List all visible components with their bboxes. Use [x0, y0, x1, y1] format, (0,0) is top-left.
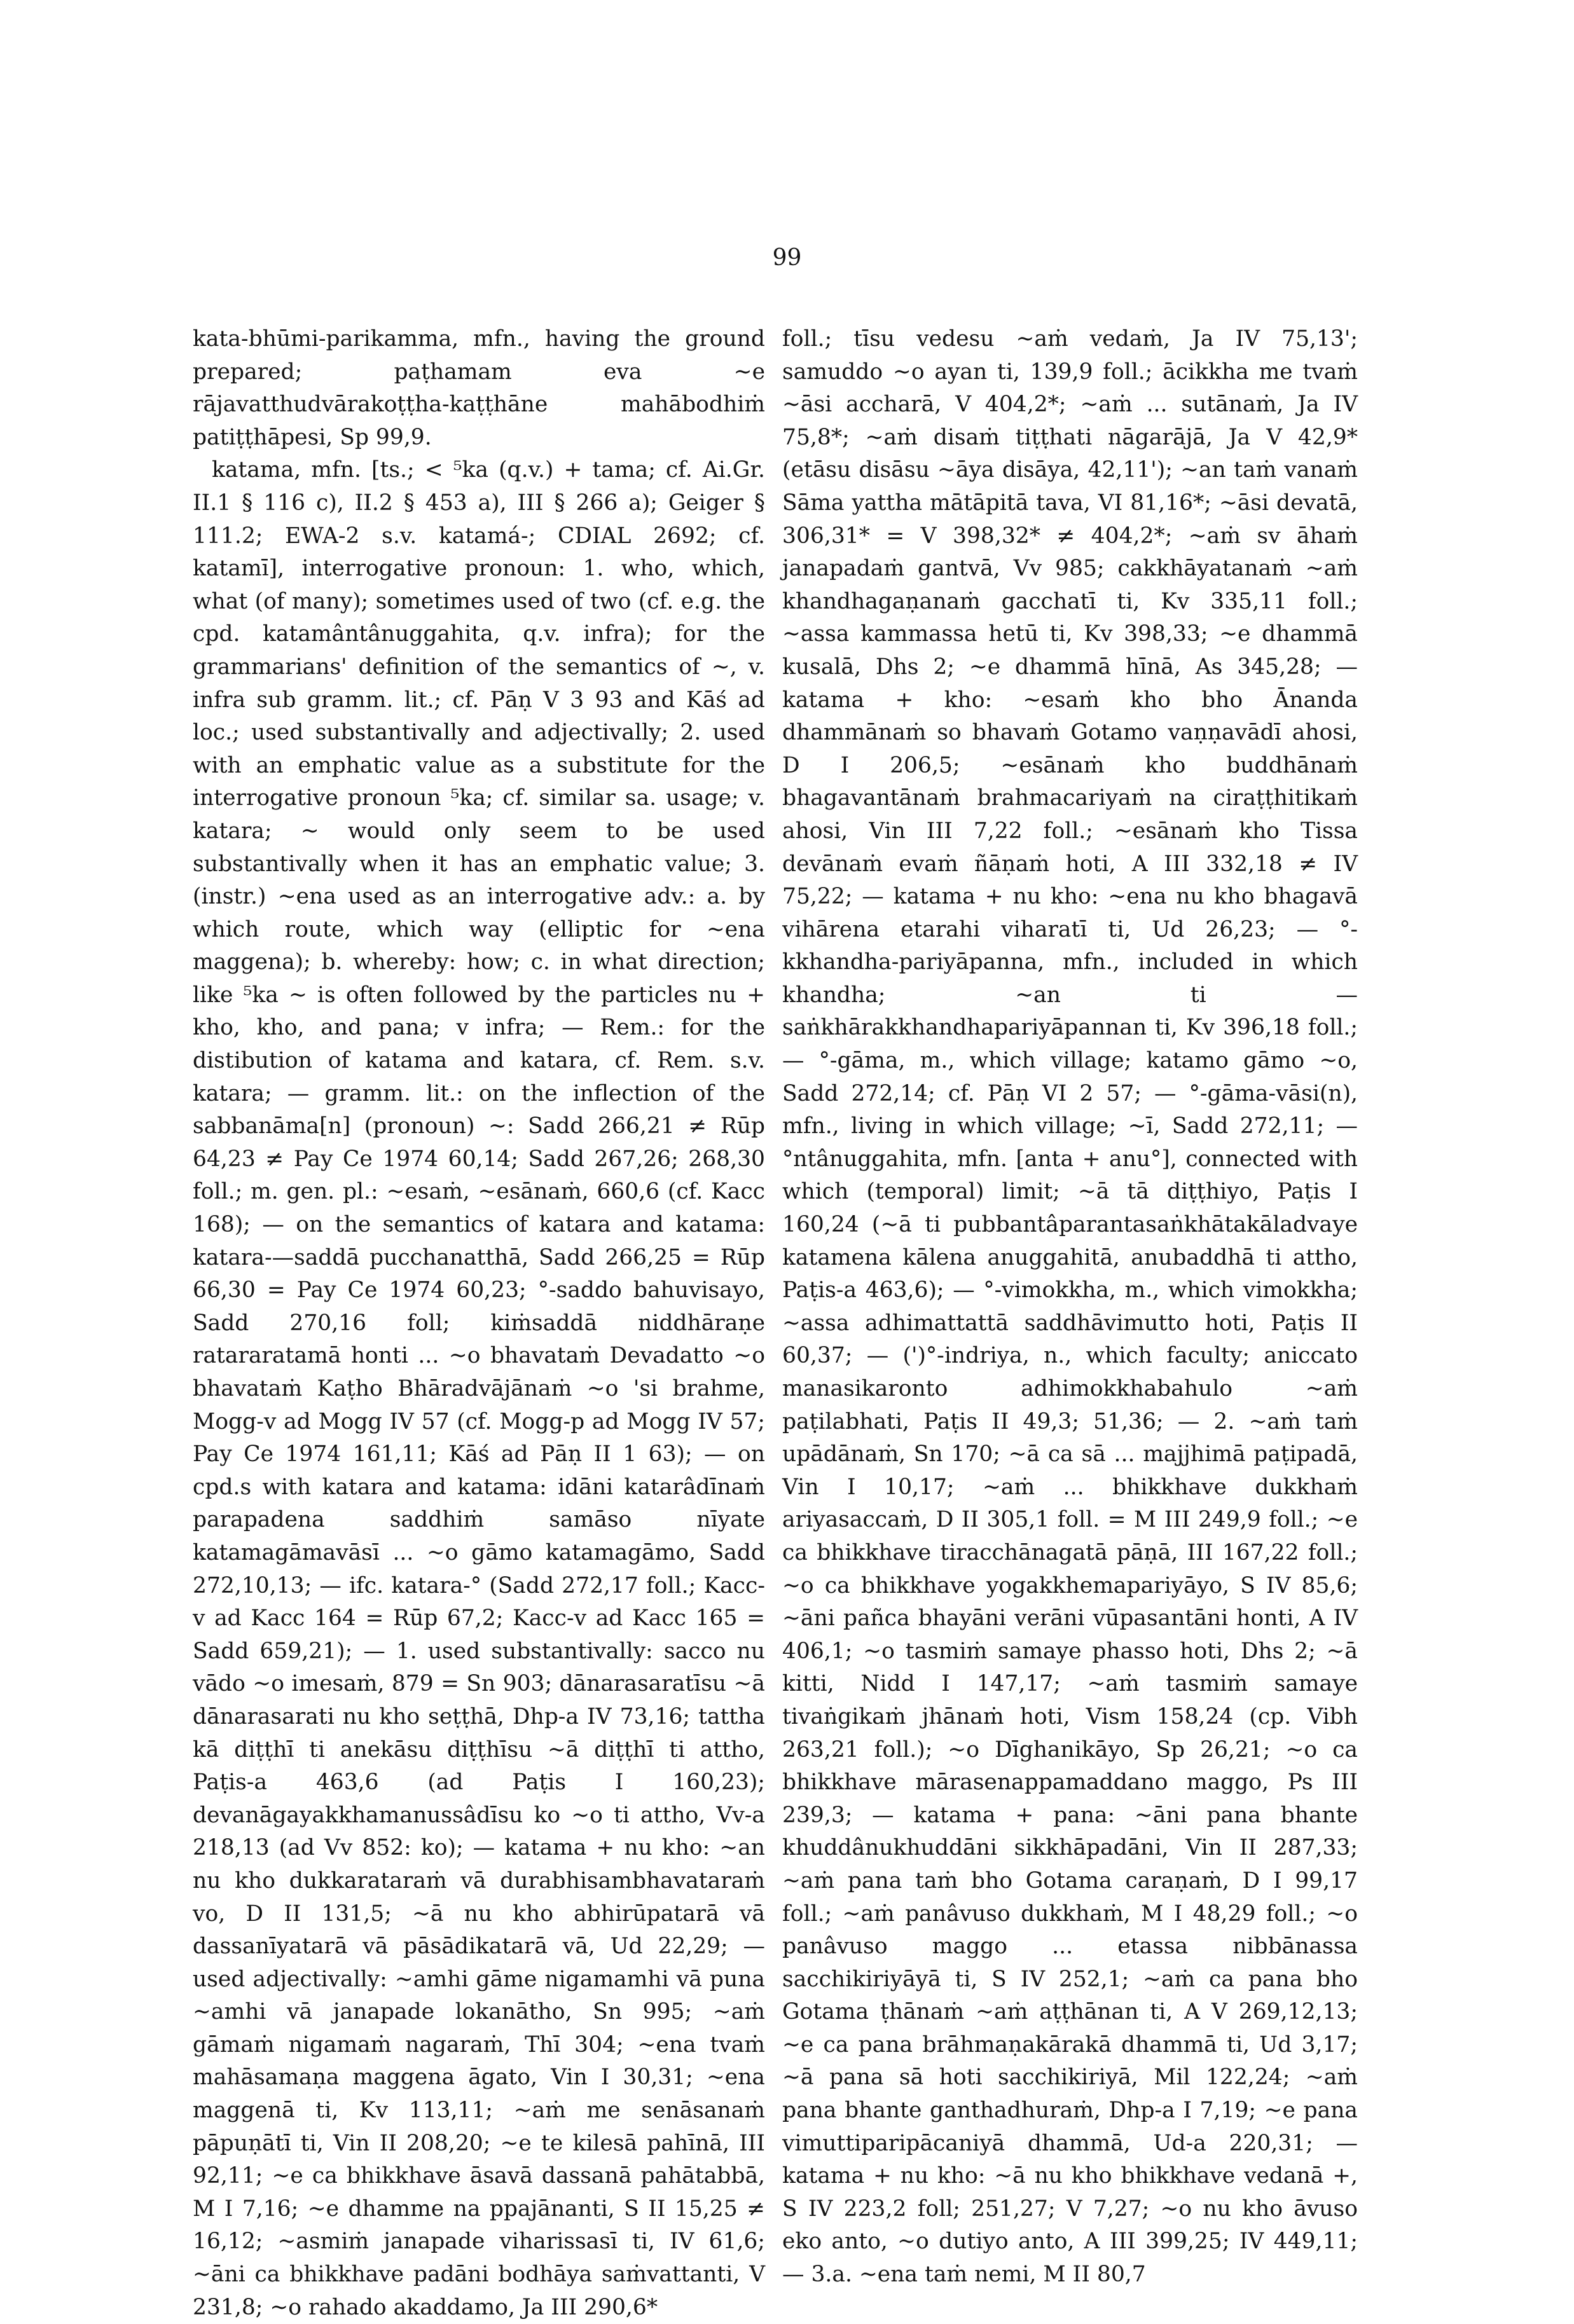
entry-kata-bhumi-parikamma: kata-bhūmi-parikamma, mfn., having the ground prepared; paṭhamam eva ~e rājavatthudvārakoṭṭha-kaṭṭhāne mahābodhiṁ patiṭṭhāpesi, Sp 99,9.	[193, 326, 765, 450]
page-number: 99	[772, 245, 802, 271]
left-column	[193, 323, 765, 2324]
entry-katama-continued: foll.; tīsu vedesu ~aṁ vedaṁ, Ja IV 75,13'; samuddo ~o ayan ti, 139,9 foll.; ācikkha me tvaṁ ~āsi accharā, V 404,2*; ~aṁ ... sutānaṁ, Ja IV 75,8*; ~aṁ disaṁ tiṭṭhati nāgarājā, Ja V 42,9* (etāsu disāsu ~āya disāya, 42,11'); ~an taṁ vanaṁ Sāma yattha mātāpitā tava, VI 81,16*; ~āsi devatā, 306,31* = V 398,32* ≠ 404,2*; ~aṁ sv āhaṁ janapadaṁ gantvā, Vv 985; cakkhāyatanaṁ ~aṁ khandhagaṇanaṁ gacchatī ti, Kv 335,11 foll.; ~assa kammassa hetū ti, Kv 398,33; ~e dhammā kusalā, Dhs 2; ~e dhammā hīnā, As 345,28; — katama + kho: ~esaṁ kho bho Ānanda dhammānaṁ so bhavaṁ Gotamo vaṇṇavādī ahosi, D I 206,5; ~esānaṁ kho buddhānaṁ bhagavantānaṁ brahmacariyaṁ na ciraṭṭhitikaṁ ahosi, Vin III 7,22 foll.; ~esānaṁ kho Tissa devānaṁ evaṁ ñāṇaṁ hoti, A III 332,18 ≠ IV 75,22; — katama + nu kho: ~ena nu kho bhagavā vihārena etarahi viharatī ti, Ud 26,23; — °-kkhandha-pariyāpanna, mfn., included in which khandha; ~an ti — saṅkhārakkhandhapariyāpannan ti, Kv 396,18 foll.; — °-gāma, m., which village; katamo gāmo ~o, Sadd 272,14; cf. Pāṇ VI 2 57; — °-gāma-vāsi(n), mfn., living in which village; ~ī, Sadd 272,11; — °ntânuggahita, mfn. [anta + anu°], connected with which (temporal) limit; ~ā tā diṭṭhiyo, Paṭis I 160,24 (~ā ti pubbantâparantasaṅkhātakāladvaye katamena kālena anuggahitā, anubaddhā ti attho, Paṭis-a 463,6); — °-vimokkha, m., which vimokkha; ~assa adhimattattā saddhāvimutto hoti, Paṭis II 60,37; — (')°-indriya, n., which faculty; aniccato manasikaronto adhimokkhabahulo ~aṁ paṭilabhati, Paṭis II 49,3; 51,36; — 2. ~aṁ taṁ upādānaṁ, Sn 170; ~ā ca sā ... majjhimā paṭipadā, Vin I 10,17; ~aṁ ... bhikkhave dukkhaṁ ariyasaccaṁ, D II 305,1 foll. = M III 249,9 foll.; ~e ca bhikkhave tiracchānagatā pāṇā, III 167,22 foll.; ~o ca bhikkhave yogakkhemapariyāyo, S IV 85,6; ~āni pañca bhayāni verāni vūpasantāni honti, A IV 406,1; ~o tasmiṁ samaye phasso hoti, Dhs 2; ~ā kitti, Nidd I 147,17; ~aṁ tasmiṁ samaye tivaṅgikaṁ jhānaṁ hoti, Vism 158,24 (cp. Vibh 263,21 foll.); ~o Dīghanikāyo, Sp 26,21; ~o ca bhikkhave mārasenappamaddano maggo, Ps III 239,3; — katama + pana: ~āni pana bhante khuddânukhuddāni sikkhāpadāni, Vin II 287,33; ~aṁ pana taṁ bho Gotama caraṇaṁ, D I 99,17 foll.; ~aṁ panâvuso dukkhaṁ, M I 48,29 foll.; ~o panâvuso maggo ... etassa nibbānassa sacchikiriyāyā ti, S IV 252,1; ~aṁ ca pana bho Gotama ṭhānaṁ ~aṁ aṭṭhānan ti, A V 269,12,13; ~e ca pana brāhmaṇakārakā dhammā ti, Ud 3,17; ~ā pana sā hoti sacchikiriyā, Mil 122,24; ~aṁ pana bhante ganthadhuraṁ, Dhp-a I 7,19; ~e pana vimuttiparipācaniyā dhammā, Ud-a 220,31; — katama + nu kho: ~ā nu kho bhikkhave vedanā +, S IV 223,2 foll; 251,27; V 7,27; ~o nu kho āvuso eko anto, ~o dutiyo anto, A III 399,25; IV 449,11; — 3.a. ~ena taṁ nemi, M II 80,7	[782, 326, 1358, 2288]
right-column	[782, 323, 1358, 2292]
entry-katama: katama, mfn. [ts.; < ⁵ka (q.v.) + tama; cf. Ai.Gr. II.1 § 116 c), II.2 § 453 a), III § 266 a); Geiger § 111.2; EWA-2 s.v. katamá-; CDIAL 2692; cf. katamī], interrogative pronoun: 1. who, which, what (of many); sometimes used of two (cf. e.g. the cpd. katamântânuggahita, q.v. infra); for the grammarians' definition of the semantics of ~, v. infra sub gramm. lit.; cf. Pāṇ V 3 93 and Kāś ad loc.; used substantivally and adjectivally; 2. used with an emphatic value as a substitute for the interrogative pronoun ⁵ka; cf. similar sa. usage; v. katara; ~ would only seem to be used substantivally when it has an emphatic value; 3. (instr.) ~ena used as an interrogative adv.: a. by which route, which way (elliptic for ~ena maggena); b. whereby: how; c. in what direction; like ⁵ka ~ is often followed by the particles nu + kho, kho, and pana; v infra; — Rem.: for the distibution of katama and katara, cf. Rem. s.v. katara; — gramm. lit.: on the inflection of the sabbanāma[n] (pronoun) ~: Sadd 266,21 ≠ Rūp 64,23 ≠ Pay Ce 1974 60,14; Sadd 267,26; 268,30 foll.; m. gen. pl.: ~esaṁ, ~esānaṁ, 660,6 (cf. Kacc 168); — on the semantics of katara and katama: katara-—saddā pucchanatthā, Sadd 266,25 = Rūp 66,30 = Pay Ce 1974 60,23; °-saddo bahuvisayo, Sadd 270,16 foll; kiṁsaddā niddhāraṇe ratararatamā honti ... ~o bhavataṁ Devadatto ~o bhavataṁ Kaṭho Bhāradvājānaṁ ~o 'si brahme, Mogg-v ad Mogg IV 57 (cf. Mogg-p ad Mogg IV 57; Pay Ce 1974 161,11; Kāś ad Pāṇ II 1 63); — on cpd.s with katara and katama: idāni katarâdīnaṁ parapadena saddhiṁ samāso nīyate katamagāmavāsī ... ~o gāmo katamagāmo, Sadd 272,10,13; — ifc. katara-° (Sadd 272,17 foll.; Kacc-v ad Kacc 164 = Rūp 67,2; Kacc-v ad Kacc 165 = Sadd 659,21); — 1. used substantivally: sacco nu vādo ~o imesaṁ, 879 = Sn 903; dānarasaratīsu ~ā dānarasarati nu kho seṭṭhā, Dhp-a IV 73,16; tattha kā diṭṭhī ti anekāsu diṭṭhīsu ~ā diṭṭhī ti attho, Paṭis-a 463,6 (ad Paṭis I 160,23); devanāgayakkhamanussâdīsu ko ~o ti attho, Vv-a 218,13 (ad Vv 852: ko); — katama + nu kho: ~an nu kho dukkarataraṁ vā durabhisambhavataraṁ vo, D II 131,5; ~ā nu kho abhirūpatarā vā dassanīyatarā vā pāsādikatarā vā, Ud 22,29; — used adjectivally: ~amhi gāme nigamamhi vā puna ~amhi vā janapade lokanātho, Sn 995; ~aṁ gāmaṁ nigamaṁ nagaraṁ, Thī 304; ~ena tvaṁ mahāsamaṇa maggena āgato, Vin I 30,31; ~ena maggenā ti, Kv 113,11; ~aṁ me senāsanaṁ pāpuṇātī ti, Vin II 208,20; ~e te kilesā pahīnā, III 92,11; ~e ca bhikkhave āsavā dassanā pahātabbā, M I 7,16; ~e dhamme na ppajānanti, S II 15,25 ≠ 16,12; ~asmiṁ janapade viharissasī ti, IV 61,6; ~āni ca bhikkhave padāni bodhāya saṁvattanti, V 231,8; ~o rahado akaddamo, Ja III 290,6*	[193, 457, 765, 2320]
